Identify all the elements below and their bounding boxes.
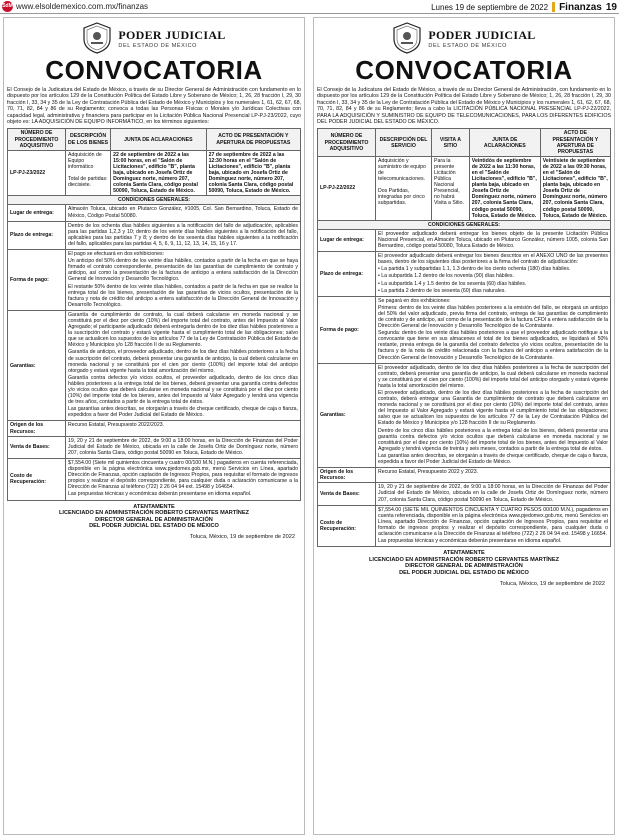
condition-label: Garantías: bbox=[318, 363, 376, 468]
closing-line: LICENCIADO EN ADMINISTRACIÓN ROBERTO CERVANTES MARTÍNEZ bbox=[59, 510, 249, 517]
closing-block bbox=[7, 504, 301, 530]
condition-paragraph: El pago se efectuará en dos exhibiciones: bbox=[68, 251, 165, 258]
condition-text bbox=[66, 436, 301, 458]
heading: CONVOCATORIA bbox=[45, 55, 263, 85]
condition-paragraph: Las propuestas técnicas y económicas deberán presentarse en idioma español. bbox=[378, 538, 562, 545]
procedure-junta: Veintidós de septiembre de 2022 a las 11:30 horas, en el "Salón de Licitaciones", edificio "B", planta baja, ubicado en Josefa Ortiz de Domínguez norte, número 207, colonia Santa Clara, código postal 50090, Toluca, Estado de México. bbox=[469, 156, 540, 220]
procedure-acto: Veintisiete de septiembre de 2022 a las 09:30 horas, en el "Salón de Licitaciones", edificio "B", planta baja, ubicado en Josefa Ortiz de Domínguez norte, número 207, colonia Santa Clara, código postal 50090, Toluca, Estado de México. bbox=[540, 156, 610, 220]
condition-row bbox=[318, 363, 611, 468]
condition-row bbox=[318, 296, 611, 363]
logo-title: PODER JUDICIAL bbox=[428, 27, 536, 42]
condition-label: Lugar de entrega: bbox=[318, 229, 376, 251]
pj-logo bbox=[7, 20, 301, 56]
condition-paragraph: • La subpartida 1.4 y 1.5 dentro de los sesenta (60) días hábiles. bbox=[378, 280, 527, 287]
issue-date: Lunes 19 de septiembre de 2022 bbox=[431, 2, 549, 12]
condition-paragraph: El proveedor adjudicado deberá entregar los bienes descritos en el ANEXO UNO de las presentes bases, dentro de los siguientes días posteriores a la firma del contrato de adjudicación: bbox=[378, 253, 608, 266]
site-url[interactable]: www.elsoldemexico.com.mx/finanzas bbox=[16, 2, 149, 11]
convocatoria-right bbox=[313, 17, 615, 835]
condition-text bbox=[376, 505, 611, 547]
condition-text bbox=[376, 468, 611, 483]
condition-paragraph: El restante 50% dentro de los veinte días hábiles, contados a partir de la fecha en que se realice la entrega total de los bienes, presentación de las garantías de vicios ocultos, presentación de la factura y nota de crédito del anticipo a entera satisfacción de la Dirección General de Innovación y Desarrollo Tecnológico. bbox=[68, 283, 298, 308]
procedure-number: LP-PJ-23/2022 bbox=[8, 150, 66, 196]
state-seal-icon bbox=[392, 22, 422, 54]
procedure-junta: 22 de septiembre de 2022 a las 15:00 horas, en el "Salón de Licitaciones", edificio "B", planta baja, ubicado en Josefa Ortiz de Domínguez norte, número 207, colonia Santa Clara, código postal 50090, Toluca, Estado de México. bbox=[111, 150, 206, 196]
column-header: VISITA A SITIO bbox=[432, 129, 470, 156]
condition-paragraph: Un anticipo del 50% dentro de los veinte días hábiles, contados a partir de la fecha en que se haya firmado el contrato correspondiente, presentación de las garantías de cumplimiento de contrato y anticipo, así como la presentación de la factura de anticipo a entera satisfacción de la Dirección General de Innovación y Desarrollo Tecnológico. bbox=[68, 258, 298, 283]
section-name: Finanzas bbox=[559, 1, 602, 13]
newspaper-logo-icon: SdM bbox=[2, 1, 13, 12]
condition-text bbox=[66, 421, 301, 436]
procedure-table bbox=[7, 128, 301, 500]
condition-text bbox=[376, 363, 611, 468]
column-header: NÚMERO DE PROCEDIMIENTO ADQUISITIVO bbox=[8, 129, 66, 150]
procedure-description: Adquisición de Equipo informático Total de partidas: diecisiete. bbox=[66, 150, 111, 196]
condition-label: Plazo de entrega: bbox=[318, 252, 376, 297]
closing-line: LICENCIADO EN ADMINISTRACIÓN ROBERTO CERVANTES MARTÍNEZ bbox=[369, 556, 559, 563]
condition-paragraph: Garantía contra defectos y/o vicios ocultos, el proveedor adjudicado, dentro de los cinco días hábiles posteriores a la entrega total de los bienes, deberá presentar una garantía contra defectos y/o vicios ocultos que deberá calcularse en moneda nacional y se constituirá por el diez por ciento (10%) del importe total de los bienes, antes del Impuesto al Valor Agregado y tendrá una vigencia de tres años, contados a partir de la entrega total de éstos. bbox=[68, 374, 298, 406]
condition-row bbox=[8, 458, 301, 500]
condition-paragraph: Las garantías antes descritas, se otorgarán a través de cheque certificado, cheque de caja o fianza, expedida a favor del Poder Judicial del Estado de México. bbox=[378, 452, 608, 466]
condition-label: Garantías: bbox=[8, 310, 66, 421]
column-header: DESCRIPCIÓN DE LOS BIENES bbox=[66, 129, 111, 150]
procedure-visita: Para la presente Licitación Pública Nacional Presencial, no habrá Visita a Sitio. bbox=[432, 156, 470, 220]
header-right bbox=[431, 1, 617, 13]
condition-paragraph: Segunda: dentro de los veinte días hábiles posteriores a que el proveedor adjudicado notifique a la convocante que tiene en sus almacenes el total de los bienes adjudicados, se liquidará el 50% restante, previa entrega de la garantía del contrato defectos y/o vicios ocultos, presentación de la factura y de la nota de crédito relacionada con la factura del anticipo a entera satisfacción de la Dirección General de Innovación y Desarrollo Tecnológico de la Contratante. bbox=[378, 330, 608, 361]
condition-row bbox=[318, 468, 611, 483]
pj-logo bbox=[317, 20, 611, 56]
condition-paragraph: 19, 20 y 21 de septiembre de 2022, de 9:00 a 18:00 horas, en la Dirección de Finanzas del Poder Judicial del Estado de México, ubicada en la calle de Josefa Ortiz de Domínguez norte, número 207, colonia Santa Clara, código postal 50090 en Toluca, Estado de México. bbox=[378, 484, 608, 503]
condition-label: Costo de Recuperación: bbox=[318, 505, 376, 547]
page-number: 19 bbox=[605, 1, 617, 13]
condition-row bbox=[318, 252, 611, 297]
place-date: Toluca, México, 19 de septiembre de 2022 bbox=[499, 580, 605, 587]
intro-paragraph: El Consejo de la Judicatura del Estado de México, a través de su Director General de Administración con fundamento en lo dispuesto por los artículos 129 de la Constitución Política del Estado Libre y Soberano de México; 1, 26, 28 fracción I, 29, 30 fracción I, 33, 34 y 35 de la Ley de Contratación Pública del Estado de México y Municipios y los numerales 1, 61, 62, 67, 68, 70, 71, 82, 84 y 86 de su Reglamento; convoca a todas las Personas Físicas o Morales y/o Jurídicas Colectivas con capacidad legal, administrativa y financiera para participar en la Licitación Pública Nacional Presencial LP-PJ-23/2022, cuyo objeto es: LA ADQUISICIÓN DE EQUIPO INFORMÁTICO, en los términos siguientes: bbox=[7, 87, 301, 126]
condition-paragraph: Almacén Toluca, ubicado en Plutarco González, #1005, Col. San Bernardino, Toluca, Estado de México, Código Postal 50080. bbox=[68, 206, 298, 219]
condition-row bbox=[8, 421, 301, 436]
condition-paragraph: Las garantías antes descritas, se otorgarán a través de cheque certificado, cheque de caja o fianza, expedidos a favor del Poder Judicial del Estado de México. bbox=[68, 406, 298, 419]
condition-row bbox=[318, 229, 611, 251]
condition-text bbox=[66, 310, 301, 421]
condition-paragraph: El proveedor adjudicado, dentro de los diez días hábiles posteriores a la fecha de suscripción del contrato, deberá entregar una Garantía de cumplimiento de contrato que deberá calcularse en moneda nacional y se constituirá por el diez por ciento (10%) del importe total del contrato, antes del Impuesto al Valor Agregado y estará vigente hasta el cumplimiento total de las obligaciones; salvo que se actualicen los supuestos de los artículos 77 de la Ley de Contratación Pública del Estado de México y Municipios y/o 128 fracción II de su Reglamento. bbox=[378, 390, 608, 427]
condition-paragraph: Se pagará en dos exhibiciones: bbox=[378, 297, 451, 304]
procedure-acto: 27 de septiembre de 2022 a las 12:30 horas en el "Salón de Licitaciones", edificio "B", planta baja, ubicado en Josefa Ortiz de Domínguez norte, número 207, colonia Santa Clara, código postal 50090, Toluca, Estado de México. bbox=[206, 150, 300, 196]
condition-label: Plazo de entrega: bbox=[8, 221, 66, 249]
column-header: ACTO DE PRESENTACIÓN Y APERTURA DE PROPUESTAS bbox=[540, 129, 610, 156]
heading: CONVOCATORIA bbox=[355, 55, 573, 85]
condition-label: Venta de Bases: bbox=[318, 483, 376, 505]
condition-paragraph: $7,554.00 (Siete mil quinientos cincuenta y cuatro 00/100 M.N.) pagaderos en cuenta referenciada, disponible en la página electrónica www.pjedomex.gob.mx, menú Servicios en Línea, apartado Dirección de Finanzas, opción captación de Ingresos Propios, para requisitar el formato de ingresos propios y realizar el depósito correspondiente, para cualquier duda o aclaración comunicarse a la Dirección de Finanzas al teléfono (722) 2 26 04 94 ext. 15498 y 164654. bbox=[68, 459, 298, 491]
condition-paragraph: El proveedor adjudicado, dentro de los diez días hábiles posteriores a la fecha de suscripción del contrato, deberá presentar una garantía de anticipo, la cual deberá calcularse en moneda nacional y se constituirá por el cien por ciento (100%) del importe total del anticipo otorgado y estará vigente hasta la total amortización del mismo. bbox=[378, 364, 608, 389]
column-header: NÚMERO DE PROCEDIMIENTO ADQUISITIVO bbox=[318, 129, 376, 156]
condition-text bbox=[376, 252, 611, 297]
condition-label: Forma de pago: bbox=[8, 250, 66, 311]
condition-text bbox=[376, 229, 611, 251]
intro-paragraph: El Consejo de la Judicatura del Estado de México, a través de su Director General de Administración, con fundamento en lo dispuesto por los artículos 129 de la Constitución Política del Estado Libre y Soberano de México; 1, 26, 28 fracción I, 29, 30 fracción I, 33, 34 y 35 de la Ley de Contratación Pública del Estado de México y Municipios y los numerales 1, 61, 62, 67, 68, 70, 71, 82, 84 y 86 de su Reglamento; lleva a cabo la LICITACIÓN PÚBLICA NACIONAL PRESENCIAL LP-PJ-22/2022, PARA LA ADQUISICIÓN Y SUMINISTRO DE EQUIPO DE TELECOMUNICACIONES, PARA LOS DIFERENTES EDIFICIOS DEL PODER JUDICIAL DEL ESTADO DE MÉXICO. bbox=[317, 87, 611, 126]
condition-text bbox=[66, 205, 301, 221]
condition-paragraph: Recurso Estatal, Presupuesto 2022/2023. bbox=[68, 422, 165, 429]
closing-line: DIRECTOR GENERAL DE ADMINISTRACIÓN bbox=[95, 516, 213, 523]
logo-subtitle: DEL ESTADO DE MÉXICO bbox=[118, 42, 198, 49]
closing-block bbox=[317, 550, 611, 576]
condition-row bbox=[8, 221, 301, 249]
condition-text bbox=[376, 483, 611, 505]
condition-label: Origen de los Recursos: bbox=[318, 468, 376, 483]
state-seal-icon bbox=[82, 22, 112, 54]
condition-row bbox=[8, 310, 301, 421]
conditions-heading: CONDICIONES GENERALES: bbox=[318, 220, 611, 229]
condition-paragraph: $7,554.00 (SIETE MIL QUINIENTOS CINCUENTA Y CUATRO PESOS 00/100 M.N.), pagaderos en cuenta referenciada, disponible en la página electrónica www.pjedomex.gob.mx, menú Servicios en Línea, apartado Dirección de Finanzas, opción captación de Ingresos Propios, para requisitar el formato de ingresos propios y realizar el depósito correspondiente, para cualquier duda o aclaración comunicarse a la Dirección de Finanzas al teléfono (722) 2 26 04 94 ext. 15498 y 16654. bbox=[378, 506, 608, 537]
condition-row bbox=[8, 250, 301, 311]
procedure-table bbox=[317, 128, 611, 547]
condition-row bbox=[8, 436, 301, 458]
condition-paragraph: 19, 20 y 21 de septiembre de 2022, de 9:00 a 18:00 horas, en la Dirección de Finanzas del Poder Judicial del Estado de México, ubicada en la calle de Josefa Ortiz de Domínguez norte, número 207, colonia Santa Clara, código postal 50090 en Toluca, Estado de México. bbox=[68, 437, 298, 456]
condition-paragraph: Las propuestas técnicas y económicas deberán presentarse en idioma español. bbox=[68, 491, 252, 498]
procedure-description: Adquisición y suministro de equipo de telecomunicaciones. Dos Partidas, integradas por cinco subpartidas. bbox=[376, 156, 432, 220]
condition-row bbox=[318, 483, 611, 505]
condition-paragraph: • La subpartida 1.2 dentro de los noventa (90) días hábiles. bbox=[378, 273, 514, 280]
column-header: ACTO DE PRESENTACIÓN Y APERTURA DE PROPUESTAS bbox=[206, 129, 300, 150]
logo-subtitle: DEL ESTADO DE MÉXICO bbox=[428, 42, 508, 49]
convocatoria-left bbox=[3, 17, 305, 835]
condition-paragraph: Dentro de los cinco días hábiles posteriores a la entrega total de los bienes, deberá presentar una garantía contra defectos y/o vicios ocultos que deberá calcularse en moneda nacional y se constituirá por el diez por ciento (10%) del importe total de los bienes, antes del Impuesto al Valor Agregado y tendrá vigencia de treinta y seis meses, contados a partir de la entrega total de éstos. bbox=[378, 427, 608, 452]
closing-line: DIRECTOR GENERAL DE ADMINISTRACIÓN bbox=[405, 563, 523, 570]
condition-label: Costo de Recuperación: bbox=[8, 458, 66, 500]
condition-text bbox=[376, 296, 611, 363]
condition-paragraph: Recurso Estatal, Presupuesto 2022 y 2023. bbox=[378, 469, 479, 476]
conditions-heading: CONDICIONES GENERALES: bbox=[8, 196, 301, 205]
condition-row bbox=[318, 505, 611, 547]
condition-text bbox=[66, 458, 301, 500]
logo-title: PODER JUDICIAL bbox=[118, 27, 226, 42]
condition-label: Forma de pago: bbox=[318, 296, 376, 363]
condition-paragraph: Garantía de anticipo, el proveedor adjudicado, dentro de los diez días hábiles posteriores a la fecha de suscripción del contrato, deberá presentar una garantía de anticipo, la cual deberá calcularse en moneda nacional y se constituirá por el cien por ciento (100%) del importe total del anticipo otorgado y estará vigente hasta la total amortización del mismo. bbox=[68, 349, 298, 374]
condition-row bbox=[8, 205, 301, 221]
condition-label: Origen de los Recursos: bbox=[8, 421, 66, 436]
procedure-number: LP-PJ-22/2022 bbox=[318, 156, 376, 220]
accent-bar bbox=[552, 2, 555, 12]
condition-paragraph: Dentro de los ochenta días hábiles siguientes a la notificación del fallo de adjudicación, aplicables para las partidas 1,2,3 y 10; dentro de los veinte días hábiles siguientes a la notificación del fallo, aplicables para las partidas 7 y 8; y dentro de los sesenta días hábiles siguientes a la notificación del fallo, aplicables para las partidas 4, 5, 6, 9, 11, 12, 13, 14, 15, 16 y 17. bbox=[68, 222, 298, 247]
condition-text bbox=[66, 221, 301, 249]
place-date: Toluca, México, 19 de septiembre de 2022 bbox=[189, 533, 295, 540]
condition-paragraph: Garantía de cumplimiento de contrato, la cual deberá calcularse en moneda nacional y se constituirá por el diez por ciento (10%) del importe total del contrato, antes del Impuesto al Valor Agregado; el participante adjudicado deberá entregarla dentro de los diez días hábiles posteriores a la suscripción del contrato y estará vigente hasta el cumplimiento total de las obligaciones; salvo que se actualicen los supuestos de los artículos 77 de la Ley de Contratación Pública del Estado de México y Municipios y/o 128 fracción II de su Reglamento. bbox=[68, 311, 298, 349]
closing-line: ATENTAMENTE bbox=[133, 503, 175, 510]
condition-paragraph: El proveedor adjudicado deberá entregar los bienes objeto de la presente Licitación Pública Nacional Presencial, en Almacén Toluca, ubicado en Plutarco González, número 1005, colonia San Bernardino, código postal 50080, Toluca Estado de México. bbox=[378, 230, 608, 250]
column-header: DESCRIPCIÓN DEL SERVICIO bbox=[376, 129, 432, 156]
condition-paragraph: Primera: dentro de los veinte días hábiles posteriores a la emisión del fallo, se otorgará un anticipo del 50% del valor adjudicado, previa firma del contrato, entrega de las garantías de cumplimiento de contrato y de anticipo, así como de la presentación de la factura CFDI a entera satisfacción de la Dirección General de Innovación y Desarrollo Tecnológico de la Contratante. bbox=[378, 304, 608, 330]
closing-line: DEL PODER JUDICIAL DEL ESTADO DE MÉXICO bbox=[89, 523, 219, 530]
column-header: JUNTA DE ACLARACIONES bbox=[111, 129, 206, 150]
condition-text bbox=[66, 250, 301, 311]
condition-paragraph: • La partida 2 dentro de los sesenta (60) días naturales. bbox=[378, 287, 506, 294]
column-header: JUNTA DE ACLARACIONES bbox=[469, 129, 540, 156]
condition-label: Lugar de entrega: bbox=[8, 205, 66, 221]
newspaper-header bbox=[0, 0, 619, 14]
condition-paragraph: • La partida 1 y subpartidas 1.1, 1.3 dentro de los ciento ochenta (180) días hábiles. bbox=[378, 266, 571, 273]
closing-line: DEL PODER JUDICIAL DEL ESTADO DE MÉXICO bbox=[399, 569, 529, 576]
closing-line: ATENTAMENTE bbox=[443, 550, 485, 557]
condition-label: Venta de Bases: bbox=[8, 436, 66, 458]
